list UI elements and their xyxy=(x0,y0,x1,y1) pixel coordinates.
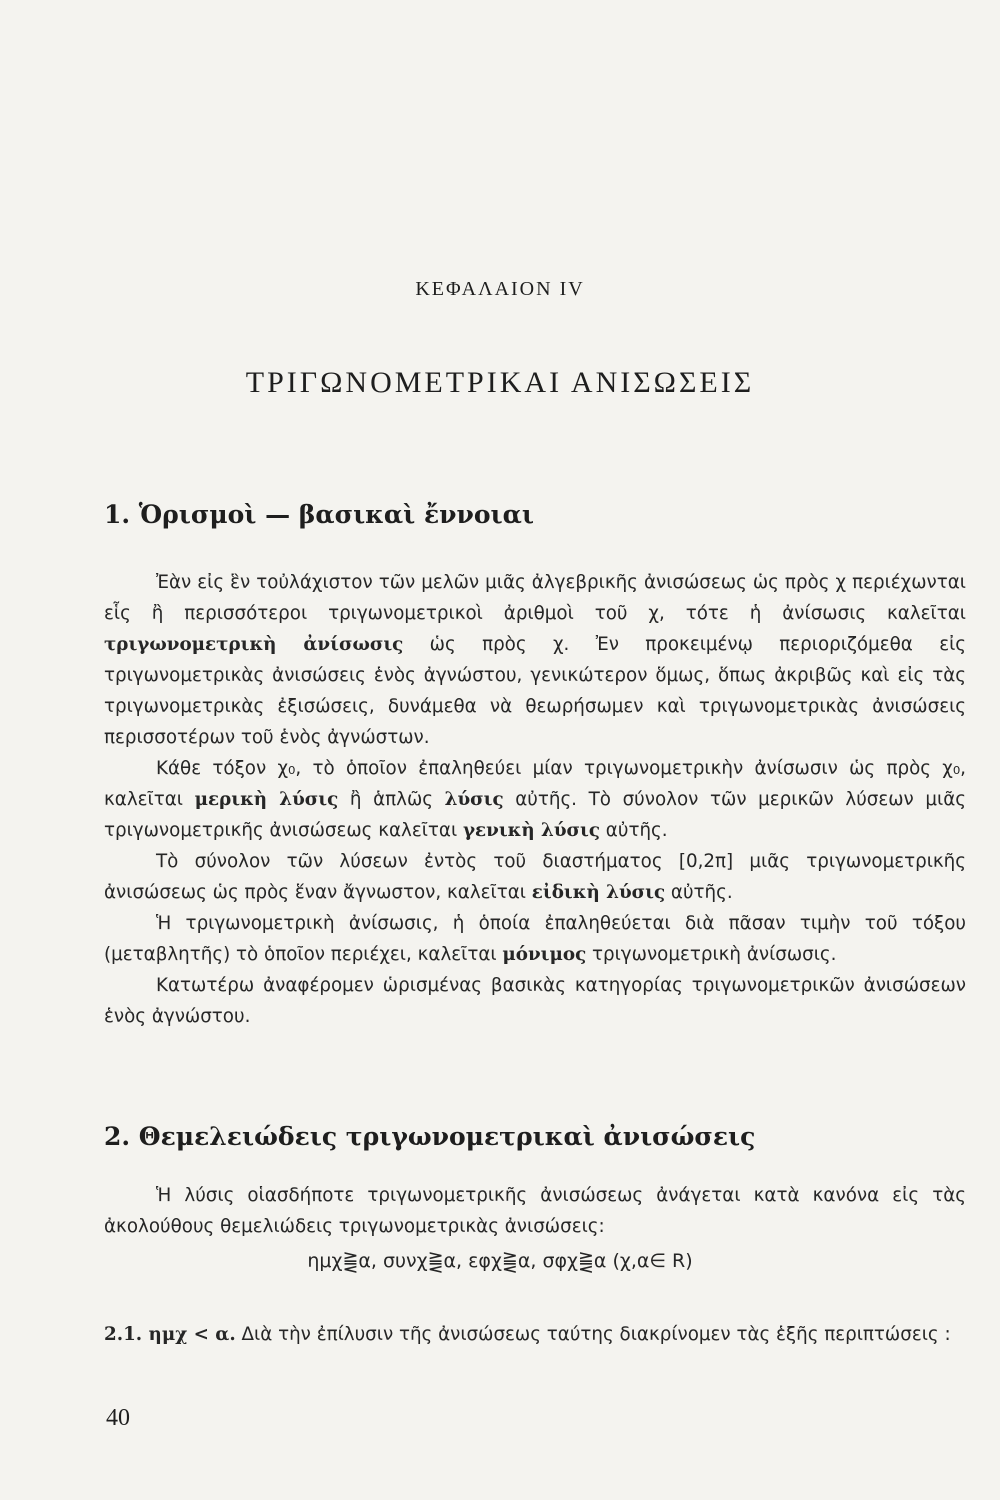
fundamental-inequalities-formula: ημχ⪌α, συνχ⪌α, εφχ⪌α, σφχ⪌α (χ,α∈ R) xyxy=(307,1250,693,1272)
section-1-body xyxy=(104,567,966,1032)
term-general-solution: γενικὴ λύσις xyxy=(462,820,600,841)
page-number: 40 xyxy=(106,1405,130,1431)
paragraph-6: Ἡ λύσις οἱασδήποτε τριγωνομετρικῆς ἀνισώσεως ἀνάγεται κατὰ κανόνα εἰς τὰς ἀκολούθους θεμελιώδεις τριγωνομετρικὰς ἀνισώσεις: xyxy=(104,1185,966,1237)
section-2-body xyxy=(104,1180,966,1242)
paragraph-2: Κάθε τόξον χ₀, τὸ ὁποῖον ἐπαληθεύει μίαν τριγωνομετρικὴν ἀνίσωσιν ὡς πρὸς χ₀, καλεῖται μερικὴ λύσις ἢ ἁπλῶς λύσις αὐτῆς. Τὸ σύνολον τῶν μερικῶν λύσεων μιᾶς τριγωνομετρικῆς ἀνισώσεως καλεῖται γενικὴ λύσις αὐτῆς. xyxy=(104,758,966,841)
section-1-heading: 1. Ὁρισμοὶ — βασικαὶ ἔννοιαι xyxy=(104,500,534,529)
paragraph-5: Κατωτέρω ἀναφέρομεν ὡρισμένας βασικὰς κατηγορίας τριγωνομετρικῶν ἀνισώσεων ἑνὸς ἀγνώστου. xyxy=(104,975,966,1027)
term-permanent: μόνιμος xyxy=(502,944,587,965)
term-solution: λύσις xyxy=(444,789,504,810)
subsection-label: 2.1. ημχ < α. xyxy=(104,1324,236,1345)
term-trig-inequality: τριγωνομετρικὴ ἀνίσωσις xyxy=(104,634,404,655)
paragraph-4: Ἡ τριγωνομετρικὴ ἀνίσωσις, ἡ ὁποία ἐπαληθεύεται διὰ πᾶσαν τιμὴν τοῦ τόξου (μεταβλητῆς) τὸ ὁποῖον περιέχει, καλεῖται μόνιμος τριγωνομετρικὴ ἀνίσωσις. xyxy=(104,913,966,965)
chapter-label: ΚΕΦΑΛΑΙΟΝ IV xyxy=(415,278,585,300)
paragraph-1: Ἐὰν εἰς ἓν τοὐλάχιστον τῶν μελῶν μιᾶς ἀλγεβρικῆς ἀνισώσεως ὡς πρὸς χ περιέχωνται εἷς ἢ περισσότεροι τριγωνομετρικοὶ ἀριθμοὶ τοῦ χ, τότε ἡ ἀνίσωσις καλεῖται τριγωνομετρικὴ ἀνίσωσις ὡς πρὸς χ. Ἐν προκειμένῳ περιοριζόμεθα εἰς τριγωνομετρικὰς ἀνισώσεις ἑνὸς ἀγνώστου, γενικώτερον ὅμως, ὅπως ἀκριβῶς καὶ εἰς τὰς τριγωνομετρικὰς ἐξισώσεις, δυνάμεθα νὰ θεωρήσωμεν καὶ τριγωνομετρικὰς ἀνισώσεις περισσοτέρων τοῦ ἑνὸς ἀγνώστων. xyxy=(104,572,966,748)
chapter-title: ΤΡΙΓΩΝΟΜΕΤΡΙΚΑΙ ΑΝΙΣΩΣΕΙΣ xyxy=(245,366,755,399)
term-partial-solution: μερικὴ λύσις xyxy=(194,789,339,810)
section-2-heading: 2. Θεμελειώδεις τριγωνομετρικαὶ ἀνισώσεις xyxy=(104,1122,756,1151)
term-special-solution: εἰδικὴ λύσις xyxy=(531,882,666,903)
paragraph-3: Τὸ σύνολον τῶν λύσεων ἐντὸς τοῦ διαστήματος [0,2π] μιᾶς τριγωνομετρικῆς ἀνισώσεως ὡς πρὸς ἕναν ἄγνωστον, καλεῖται εἰδικὴ λύσις αὐτῆς. xyxy=(104,851,966,903)
subsection-2-1: 2.1. ημχ < α. Διὰ τὴν ἐπίλυσιν τῆς ἀνισώσεως ταύτης διακρίνομεν τὰς ἑξῆς περιπτώσεις : xyxy=(104,1324,951,1345)
